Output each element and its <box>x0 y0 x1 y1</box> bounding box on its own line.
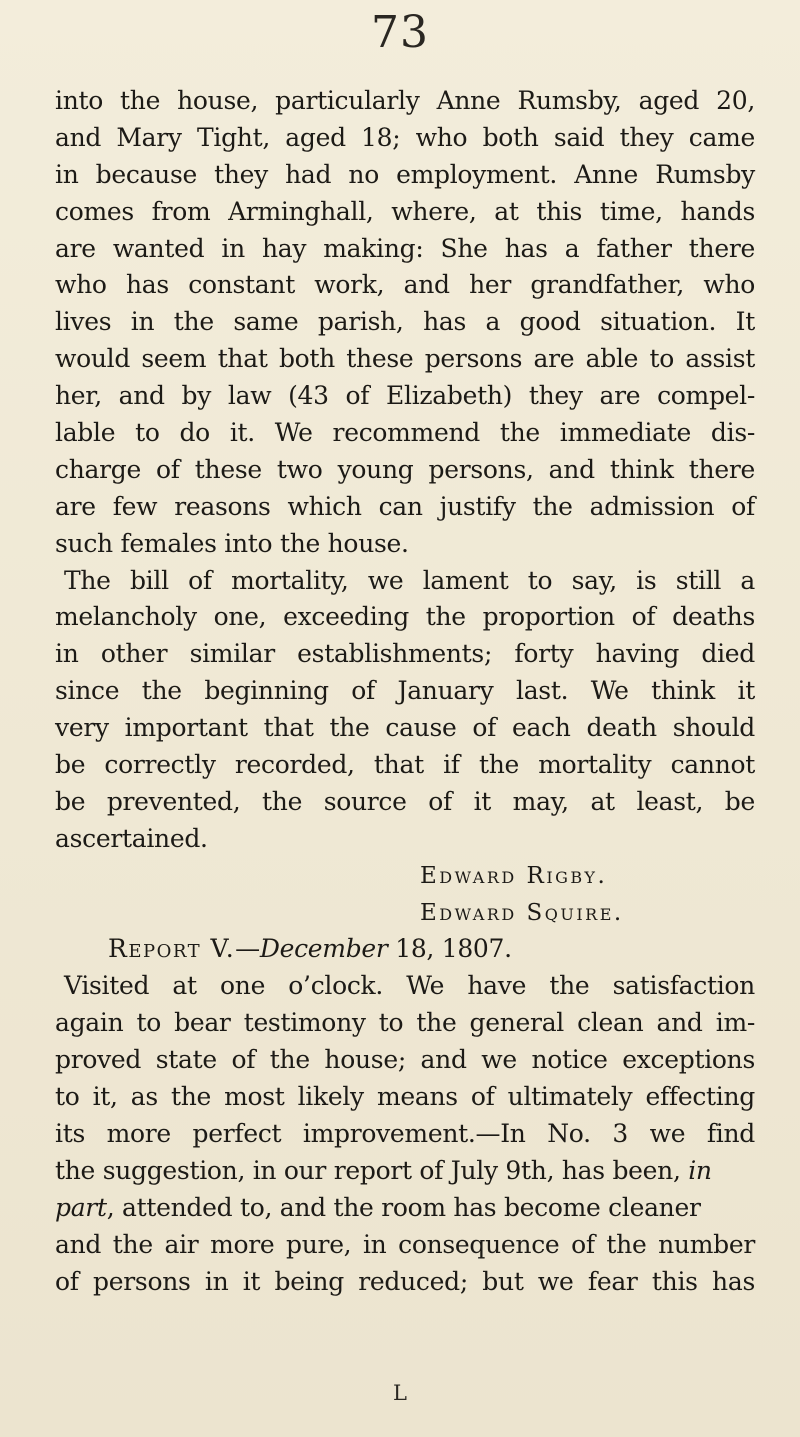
text-line: are wanted in hay making: She has a father there <box>55 233 755 263</box>
text-line <box>55 1190 755 1227</box>
text-line: in other similar establishments; forty having died <box>55 639 755 669</box>
printer-signature-mark: L <box>393 1381 407 1405</box>
report-date-rest: 18, 1807. <box>387 934 512 964</box>
text-line: charge of these two young persons, and think there <box>55 454 755 484</box>
signatory-squire: Edward Squire. <box>420 899 624 926</box>
text-line: would seem that both these persons are able to assist <box>55 344 755 374</box>
text-segment: the suggestion, in our report of July 9th, has been, <box>55 1155 689 1185</box>
text-line: melancholy one, exceeding the proportion of deaths <box>55 602 755 632</box>
page-number: 73 <box>371 7 429 58</box>
text-line: since the beginning of January last. We think it <box>55 676 755 706</box>
text-line: to it, as the most likely means of ultimately effecting <box>55 1082 755 1112</box>
italic-text: in <box>688 1155 712 1185</box>
paragraph-report-v <box>55 968 755 1300</box>
report-dash: — <box>235 934 260 964</box>
signatory-rigby: Edward Rigby. <box>420 862 608 889</box>
paragraph-mortality <box>55 563 755 858</box>
italic-text: part <box>55 1192 107 1222</box>
text-line <box>55 1153 755 1190</box>
text-line: and the air more pure, in consequence of the number <box>55 1229 755 1259</box>
text-line: lable to do it. We recommend the immediate dis- <box>55 418 755 448</box>
text-line: in because they had no employment. Anne Rumsby <box>55 159 755 189</box>
report-label: Report V. <box>108 934 236 964</box>
paragraph-continuation <box>55 83 755 563</box>
text-line: are few reasons which can justify the admission of <box>55 491 755 521</box>
report-heading <box>55 931 755 968</box>
text-line: very important that the cause of each death should <box>55 713 755 743</box>
text-line: into the house, particularly Anne Rumsby, aged 20, <box>55 86 755 115</box>
page-body <box>55 83 755 1300</box>
text-line: and Mary Tight, aged 18; who both said they came <box>55 122 755 152</box>
text-line: its more perfect improvement.—In No. 3 we find <box>55 1118 755 1148</box>
text-line: such females into the house. <box>55 528 409 558</box>
text-line: lives in the same parish, has a good situation. It <box>55 307 755 337</box>
text-segment: , attended to, and the room has become cleaner <box>106 1192 701 1222</box>
text-line: ascertained. <box>55 823 208 853</box>
text-line: who has constant work, and her grandfather, who <box>55 270 755 300</box>
text-line: Visited at one o’clock. We have the satisfaction <box>64 971 755 1001</box>
text-line: proved state of the house; and we notice exceptions <box>55 1045 755 1075</box>
text-line: again to bear testimony to the general clean and im- <box>55 1008 755 1038</box>
text-line: comes from Arminghall, where, at this time, hands <box>55 196 755 226</box>
text-line: be correctly recorded, that if the mortality cannot <box>55 750 755 780</box>
report-date-month: December <box>259 934 388 964</box>
text-line: her, and by law (43 of Elizabeth) they are compel- <box>55 381 755 411</box>
text-line: of persons in it being reduced; but we fear this has <box>55 1266 755 1296</box>
text-line: The bill of mortality, we lament to say, is still a <box>64 565 755 595</box>
text-line: be prevented, the source of it may, at least, be <box>55 786 755 816</box>
